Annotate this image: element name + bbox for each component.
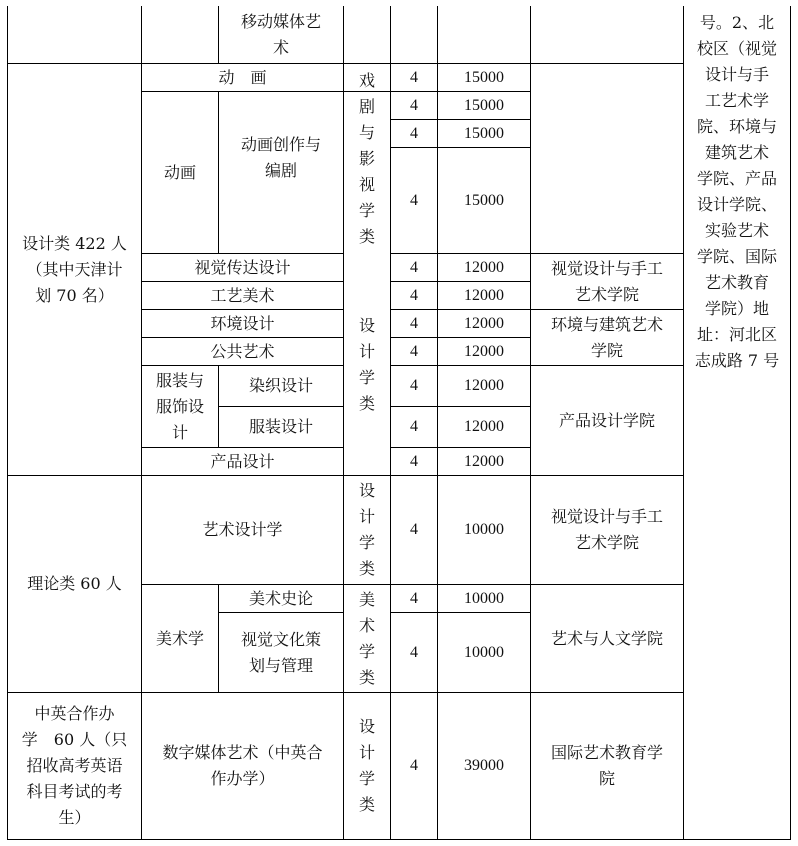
major-visual-communication: 视觉传达设计 [194,257,291,277]
years-cell: 4 [410,258,418,276]
years-cell: 4 [410,191,418,209]
major-clothing-design: 服装设计 [248,417,313,436]
fee-cell: 15000 [464,191,504,209]
major-art-design-study: 艺术设计学 [202,520,283,539]
discipline-fine-art: 美术学类 [358,589,375,687]
years-cell: 4 [410,96,418,114]
college-visual-craft: 视觉设计与手工 艺术学院 [550,507,663,552]
years-cell: 4 [410,124,418,142]
major-environment-design: 环境设计 [210,313,275,333]
fee-cell: 12000 [464,286,504,304]
years-cell: 4 [410,452,418,470]
years-cell: 4 [410,68,418,86]
college-international: 国际艺术教育学 院 [550,743,663,788]
notes-cell: 号。2、北 校区（视觉 设计与手 工艺术学 院、环境与 建筑艺术 学院、产品 设计学院、 实验艺术 学院、国际 艺术教育 学院）地 址：河北区 志成路 7 号 [694,13,780,370]
group-sino-british: 中英合作办 学 60 人（只 招收高考英语 科目考试的考 生） [21,704,128,827]
college-art-humanities: 艺术与人文学院 [550,628,663,648]
discipline-design: 设计学类 [358,315,375,413]
years-cell: 4 [410,521,418,538]
group-theory: 理论类 60 人 [27,574,122,593]
fee-cell: 39000 [464,757,504,774]
major-fine-art-study: 美术学 [155,628,204,648]
fee-cell: 12000 [464,314,504,332]
major-textile-design: 染织设计 [248,376,313,395]
fee-cell: 15000 [464,124,504,142]
major-animation-writing: 动画创作与 编剧 [240,135,321,180]
discipline-design: 设计学类 [358,481,375,578]
years-cell: 4 [410,418,418,435]
fee-cell: 12000 [464,258,504,276]
college-product-design: 产品设计学院 [558,410,655,430]
years-cell: 4 [410,643,418,661]
fee-cell: 10000 [464,643,504,661]
fee-cell: 15000 [464,96,504,114]
major-digital-media-art: 数字媒体艺术（中英合 作办学） [162,743,323,788]
major-art-history: 美术史论 [248,588,313,608]
college-environment-architecture: 环境与建筑艺术 学院 [550,314,663,360]
fee-cell: 12000 [464,452,504,470]
fee-cell: 12000 [464,418,504,435]
group-design: 设计类 422 人 （其中天津计 划 70 名） [22,233,127,305]
major-product-design: 产品设计 [210,451,275,471]
fee-cell: 15000 [464,68,504,86]
major-public-art: 公共艺术 [210,341,275,361]
fee-cell: 10000 [464,521,504,538]
discipline-drama-film: 戏剧与影视学类 [358,70,375,246]
years-cell: 4 [410,589,418,607]
major-animation-parent: 动画 [163,162,196,182]
years-cell: 4 [410,314,418,332]
major-animation: 动 画 [218,67,267,87]
years-cell: 4 [410,342,418,360]
years-cell: 4 [410,286,418,304]
major-mobile-media-art: 移动媒体艺 术 [240,11,321,57]
major-fashion-parent: 服装与 服饰设 计 [155,370,204,442]
years-cell: 4 [410,377,418,394]
discipline-design: 设计学类 [358,717,375,814]
fee-cell: 10000 [464,589,504,607]
major-visual-culture: 视觉文化策 划与管理 [240,629,321,675]
college-visual-craft: 视觉设计与手工 艺术学院 [550,258,663,304]
years-cell: 4 [410,757,418,774]
fee-cell: 12000 [464,342,504,360]
major-craft-art: 工艺美术 [210,285,275,305]
fee-cell: 12000 [464,377,504,394]
